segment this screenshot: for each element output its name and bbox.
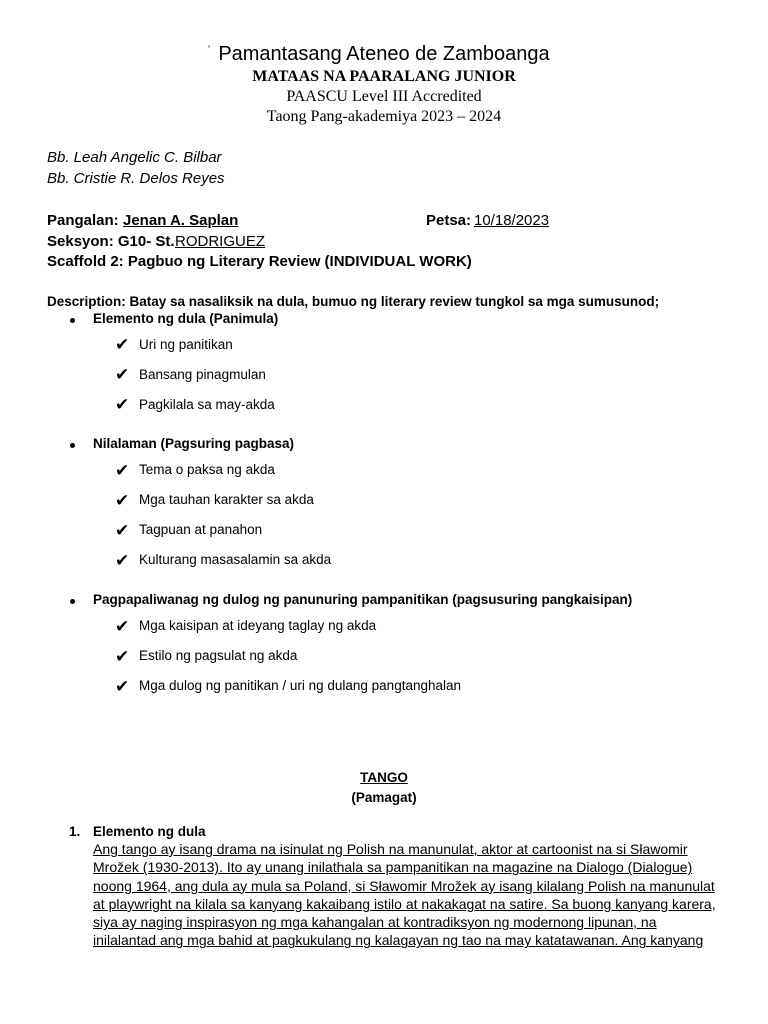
review-subtitle: (Pamagat) (351, 790, 417, 805)
teacher-name: Bb. Cristie R. Delos Reyes (47, 170, 225, 187)
paragraph-line: noong 1964, ang dula ay mula sa Poland, si Sławomir Mrožek ay isang kilalang Polish na manunulat (93, 877, 715, 894)
list-item: Mga dulog ng panitikan / uri ng dulang pangtanghalan (139, 678, 462, 693)
review-title: TANGO (360, 770, 408, 785)
list-item: Tagpuan at panahon (139, 522, 263, 537)
list-item: Kulturang masasalamin sa akda (139, 552, 332, 567)
review-section-title: Elemento ng dula (93, 824, 206, 839)
bullet-icon (70, 443, 75, 448)
name-label: Pangalan: (47, 212, 119, 229)
school-name: Pamantasang Ateneo de Zamboanga (218, 43, 550, 65)
checkmark-icon: ✔ (115, 365, 130, 385)
paragraph-line: Mrožek (1930-2013). Ito ay unang inilathala sa pampanitikan na magazine na Dialogo (Dialogue) (93, 859, 693, 876)
section-title: Nilalaman (Pagsuring pagbasa) (93, 436, 295, 451)
review-paragraph (93, 840, 723, 950)
school-year: Taong Pang-akademiya 2023 – 2024 (266, 108, 502, 125)
paragraph-line: Ang tango ay isang drama na isinulat ng Polish na manunulat, aktor at cartoonist na si Sławomir (93, 841, 688, 857)
checkmark-icon: ✔ (115, 395, 130, 415)
division-name: MATAAS NA PAARALANG JUNIOR (252, 68, 516, 85)
checkmark-icon: ✔ (115, 617, 130, 637)
date-label: Petsa: (426, 212, 472, 229)
name-value: Jenan A. Saplan (123, 212, 239, 229)
section-title: Pagpapaliwanag ng dulog ng panunuring pampanitikan (pagsusuring pangkaisipan) (93, 592, 633, 607)
checkmark-icon: ✔ (115, 677, 130, 697)
checkmark-icon: ✔ (115, 551, 130, 571)
section-label: Seksyon: G10- St. (47, 233, 175, 250)
section-value: RODRIGUEZ (175, 233, 265, 250)
review-section-number: 1. (69, 824, 81, 839)
checkmark-icon: ✔ (115, 521, 130, 541)
bullet-icon (70, 599, 75, 604)
tick-mark: ‘ (208, 44, 211, 55)
section-title: Elemento ng dula (Panimula) (93, 311, 279, 326)
paragraph-line: inilalantad ang mga bahid at pagkukulang ng kalagayan ng tao na may katatawanan. Ang kanyang (93, 932, 704, 949)
list-item: Bansang pinagmulan (139, 367, 266, 382)
scaffold-title: Scaffold 2: Pagbuo ng Literary Review (INDIVIDUAL WORK) (47, 253, 472, 270)
checkmark-icon: ✔ (115, 461, 130, 481)
list-item: Pagkilala sa may-akda (139, 397, 275, 412)
list-item: Mga tauhan karakter sa akda (139, 492, 314, 507)
checkmark-icon: ✔ (115, 491, 130, 511)
bullet-icon (70, 318, 75, 323)
list-item: Mga kaisipan at ideyang taglay ng akda (139, 618, 377, 633)
checkmark-icon: ✔ (115, 335, 130, 355)
description: Description: Batay sa nasaliksik na dula, bumuo ng literary review tungkol sa mga sumusunod; (47, 294, 660, 309)
list-item: Estilo ng pagsulat ng akda (139, 648, 298, 663)
paragraph-line: at playwright na kilala sa kanyang kakaibang istilo at nakakagat na satire. Sa buong kanyang karera, (93, 895, 716, 912)
date-value: 10/18/2023 (474, 212, 550, 229)
accreditation: PAASCU Level III Accredited (286, 88, 482, 105)
list-item: Uri ng panitikan (139, 337, 233, 352)
list-item: Tema o paksa ng akda (139, 462, 275, 477)
paragraph-line: siya ay naging inspirasyon ng mga kahangalan at kontradiksyon ng modernong lipunan, na (93, 914, 657, 931)
checkmark-icon: ✔ (115, 647, 130, 667)
teacher-name: Bb. Leah Angelic C. Bilbar (47, 149, 222, 166)
